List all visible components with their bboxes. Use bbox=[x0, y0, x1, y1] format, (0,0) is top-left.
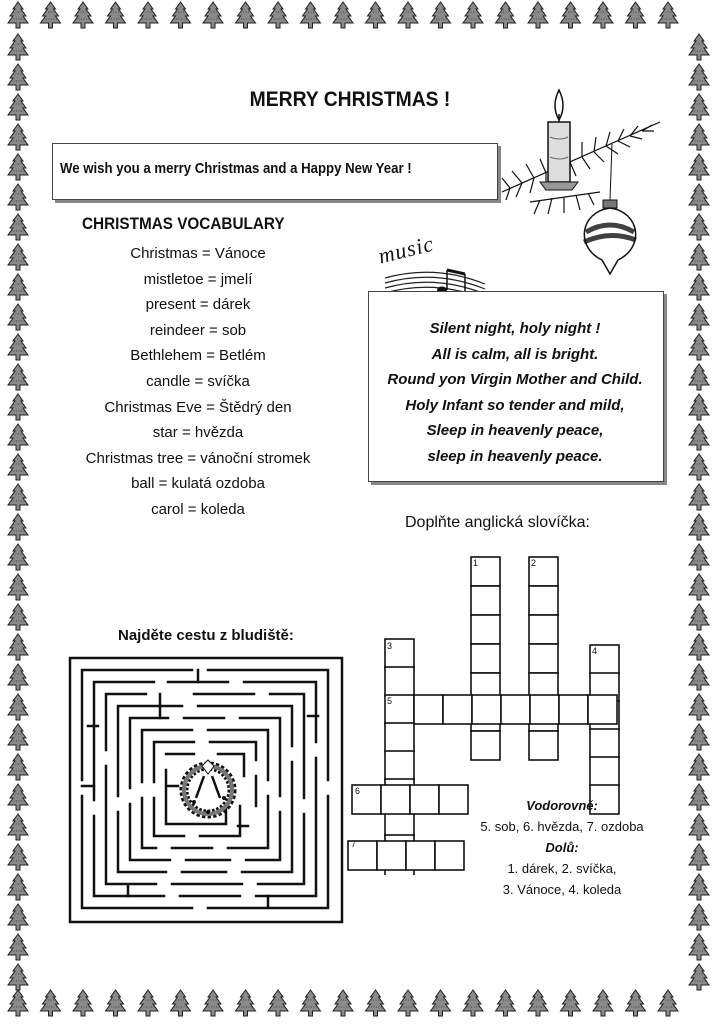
pine-branch bbox=[502, 122, 660, 214]
christmas-tree-icon bbox=[8, 154, 28, 180]
christmas-tree-icon bbox=[8, 990, 28, 1016]
vocabulary-item: candle = svíčka bbox=[146, 372, 250, 390]
vocabulary-item: Christmas Eve = Štědrý den bbox=[104, 398, 292, 416]
christmas-tree-icon bbox=[689, 454, 709, 480]
christmas-tree-icon bbox=[8, 574, 28, 600]
christmas-tree-icon bbox=[689, 874, 709, 900]
crossword-cell[interactable] bbox=[435, 841, 464, 870]
crossword-cell[interactable] bbox=[385, 751, 414, 780]
christmas-tree-icon bbox=[689, 934, 709, 960]
christmas-tree-icon bbox=[398, 2, 418, 28]
crossword-cell[interactable] bbox=[529, 644, 558, 673]
crossword-cell[interactable] bbox=[414, 695, 443, 724]
christmas-tree-icon bbox=[689, 964, 709, 990]
christmas-tree-icon bbox=[689, 514, 709, 540]
christmas-tree-icon bbox=[463, 990, 483, 1016]
down-clues-1: 1. dárek, 2. svíčka, bbox=[507, 861, 617, 876]
crossword-number: 7 bbox=[351, 839, 357, 849]
crossword-cell[interactable] bbox=[471, 731, 500, 760]
ornament-icon bbox=[584, 144, 636, 274]
christmas-tree-icon bbox=[171, 990, 191, 1016]
christmas-tree-icon bbox=[8, 544, 28, 570]
christmas-tree-icon bbox=[366, 2, 386, 28]
vocabulary-item: star = hvězda bbox=[152, 424, 244, 442]
christmas-tree-icon bbox=[8, 274, 28, 300]
christmas-tree-icon bbox=[8, 394, 28, 420]
crossword-cell[interactable] bbox=[529, 586, 558, 615]
crossword-cell[interactable] bbox=[471, 586, 500, 615]
christmas-tree-icon bbox=[8, 244, 28, 270]
crossword-cell[interactable] bbox=[529, 731, 558, 760]
christmas-tree-icon bbox=[8, 2, 28, 28]
vocabulary-item: Christmas = Vánoce bbox=[130, 245, 266, 262]
christmas-tree-icon bbox=[8, 934, 28, 960]
song-line: Sleep in heavenly peace, bbox=[426, 422, 604, 440]
crossword-cell[interactable] bbox=[377, 841, 406, 870]
down-clues-2: 3. Vánoce, 4. koleda bbox=[502, 882, 622, 897]
christmas-tree-icon bbox=[463, 2, 483, 28]
christmas-tree-icon bbox=[626, 2, 646, 28]
crossword-cell[interactable] bbox=[381, 785, 410, 814]
christmas-tree-icon bbox=[106, 2, 126, 28]
christmas-tree-icon bbox=[561, 990, 581, 1016]
christmas-tree-icon bbox=[8, 334, 28, 360]
page-title: MERRY CHRISTMAS ! bbox=[249, 88, 451, 111]
christmas-tree-icon bbox=[8, 964, 28, 990]
christmas-tree-icon bbox=[689, 544, 709, 570]
crossword-cell[interactable] bbox=[559, 695, 588, 724]
crossword-cell[interactable] bbox=[471, 615, 500, 644]
christmas-tree-icon bbox=[333, 990, 353, 1016]
crossword-cell[interactable] bbox=[410, 785, 439, 814]
christmas-tree-icon bbox=[73, 990, 93, 1016]
christmas-tree-icon bbox=[8, 634, 28, 660]
crossword-cell[interactable] bbox=[590, 757, 619, 786]
christmas-tree-icon bbox=[398, 990, 418, 1016]
christmas-tree-icon bbox=[689, 604, 709, 630]
christmas-tree-icon bbox=[689, 184, 709, 210]
crossword-number: 5 bbox=[387, 696, 393, 706]
christmas-tree-icon bbox=[689, 124, 709, 150]
christmas-tree-icon bbox=[689, 814, 709, 840]
christmas-tree-icon bbox=[8, 64, 28, 90]
vocabulary-item: Christmas tree = vánoční stromek bbox=[85, 449, 311, 467]
christmas-tree-icon bbox=[203, 990, 223, 1016]
christmas-tree-icon bbox=[8, 124, 28, 150]
wreath-icon bbox=[184, 760, 232, 814]
crossword-cell[interactable] bbox=[471, 644, 500, 673]
song-line: Round yon Virgin Mother and Child. bbox=[387, 371, 643, 389]
christmas-tree-icon bbox=[689, 364, 709, 390]
christmas-tree-icon bbox=[8, 784, 28, 810]
christmas-tree-icon bbox=[689, 784, 709, 810]
christmas-tree-icon bbox=[8, 94, 28, 120]
christmas-tree-icon bbox=[689, 94, 709, 120]
christmas-tree-icon bbox=[689, 484, 709, 510]
christmas-tree-icon bbox=[268, 990, 288, 1016]
christmas-tree-icon bbox=[8, 844, 28, 870]
christmas-tree-icon bbox=[8, 364, 28, 390]
candle-illustration bbox=[500, 82, 670, 282]
crossword-clues bbox=[462, 795, 662, 900]
christmas-tree-icon bbox=[8, 694, 28, 720]
christmas-tree-icon bbox=[138, 990, 158, 1016]
christmas-tree-icon bbox=[561, 2, 581, 28]
christmas-tree-icon bbox=[689, 334, 709, 360]
crossword-number: 1 bbox=[473, 558, 479, 568]
christmas-tree-icon bbox=[8, 724, 28, 750]
christmas-tree-icon bbox=[301, 2, 321, 28]
christmas-tree-icon bbox=[41, 990, 61, 1016]
christmas-tree-icon bbox=[431, 2, 451, 28]
christmas-tree-icon bbox=[8, 514, 28, 540]
christmas-tree-icon bbox=[689, 754, 709, 780]
christmas-tree-icon bbox=[171, 2, 191, 28]
christmas-tree-icon bbox=[8, 304, 28, 330]
crossword-cell[interactable] bbox=[443, 695, 472, 724]
music-word: music bbox=[375, 230, 437, 269]
christmas-tree-icon bbox=[236, 2, 256, 28]
christmas-tree-icon bbox=[689, 64, 709, 90]
christmas-tree-icon bbox=[301, 990, 321, 1016]
christmas-tree-icon bbox=[8, 424, 28, 450]
christmas-tree-icon bbox=[366, 990, 386, 1016]
christmas-tree-icon bbox=[689, 634, 709, 660]
christmas-tree-icon bbox=[689, 904, 709, 930]
vocabulary-item: mistletoe = jmelí bbox=[143, 270, 253, 288]
christmas-tree-icon bbox=[8, 34, 28, 60]
christmas-tree-icon bbox=[8, 904, 28, 930]
crossword-cell[interactable] bbox=[385, 667, 414, 696]
christmas-tree-icon bbox=[8, 484, 28, 510]
crossword-number: 6 bbox=[355, 786, 361, 796]
christmas-tree-icon bbox=[689, 574, 709, 600]
christmas-tree-icon bbox=[236, 990, 256, 1016]
down-label: Dolů: bbox=[545, 840, 579, 855]
christmas-tree-icon bbox=[73, 2, 93, 28]
christmas-tree-icon bbox=[8, 664, 28, 690]
christmas-tree-icon bbox=[528, 990, 548, 1016]
christmas-tree-icon bbox=[689, 664, 709, 690]
vocabulary-item: ball = kulatá ozdoba bbox=[131, 475, 265, 493]
crossword-cell[interactable] bbox=[588, 695, 617, 724]
maze-heading: Najděte cestu z bludiště: bbox=[118, 627, 294, 644]
crossword-number: 4 bbox=[592, 646, 598, 656]
christmas-tree-icon bbox=[689, 214, 709, 240]
across-clues: 5. sob, 6. hvězda, 7. ozdoba bbox=[480, 819, 644, 834]
crossword-cell[interactable] bbox=[590, 729, 619, 758]
vocabulary-list bbox=[60, 241, 336, 523]
christmas-tree-icon bbox=[689, 394, 709, 420]
christmas-tree-icon bbox=[593, 2, 613, 28]
song-line: sleep in heavenly peace. bbox=[427, 447, 603, 465]
crossword-cell[interactable] bbox=[472, 695, 501, 724]
crossword-cell[interactable] bbox=[385, 723, 414, 752]
vocabulary-item: present = dárek bbox=[145, 296, 251, 314]
crossword-cell[interactable] bbox=[529, 615, 558, 644]
crossword-heading: Doplňte anglická slovíčka: bbox=[405, 514, 590, 531]
christmas-tree-icon bbox=[528, 2, 548, 28]
christmas-tree-icon bbox=[8, 754, 28, 780]
christmas-tree-icon bbox=[689, 694, 709, 720]
christmas-tree-icon bbox=[689, 844, 709, 870]
vocabulary-item: reindeer = sob bbox=[149, 321, 247, 339]
christmas-tree-icon bbox=[8, 214, 28, 240]
christmas-tree-icon bbox=[8, 814, 28, 840]
christmas-tree-icon bbox=[41, 2, 61, 28]
vocabulary-item: carol = koleda bbox=[151, 500, 245, 518]
christmas-tree-icon bbox=[658, 2, 678, 28]
christmas-tree-icon bbox=[8, 874, 28, 900]
vocabulary-item: Bethlehem = Betlém bbox=[130, 347, 266, 365]
vocabulary-heading: CHRISTMAS VOCABULARY bbox=[82, 214, 285, 233]
christmas-tree-icon bbox=[8, 454, 28, 480]
christmas-tree-icon bbox=[496, 990, 516, 1016]
christmas-tree-icon bbox=[689, 424, 709, 450]
crossword-cell[interactable] bbox=[530, 695, 559, 724]
song-line: Silent night, holy night ! bbox=[429, 320, 601, 337]
song-lyrics bbox=[368, 316, 662, 470]
christmas-tree-icon bbox=[268, 2, 288, 28]
christmas-tree-icon bbox=[106, 990, 126, 1016]
christmas-tree-icon bbox=[138, 2, 158, 28]
christmas-tree-icon bbox=[689, 724, 709, 750]
christmas-tree-icon bbox=[626, 990, 646, 1016]
christmas-tree-icon bbox=[8, 184, 28, 210]
christmas-tree-icon bbox=[593, 990, 613, 1016]
wish-text: We wish you a merry Christmas and a Happy New Year ! bbox=[60, 160, 412, 177]
christmas-tree-icon bbox=[496, 2, 516, 28]
crossword-number: 3 bbox=[387, 641, 393, 651]
song-line: Holy Infant so tender and mild, bbox=[405, 396, 625, 414]
christmas-tree-icon bbox=[8, 604, 28, 630]
christmas-tree-icon bbox=[333, 2, 353, 28]
christmas-tree-icon bbox=[689, 274, 709, 300]
song-line: All is calm, all is bright. bbox=[431, 345, 599, 363]
christmas-tree-icon bbox=[689, 154, 709, 180]
crossword-cell[interactable] bbox=[501, 695, 530, 724]
crossword-number: 2 bbox=[531, 558, 537, 568]
christmas-tree-icon bbox=[431, 990, 451, 1016]
across-label: Vodorovně: bbox=[526, 798, 598, 813]
christmas-tree-icon bbox=[689, 34, 709, 60]
christmas-tree-icon bbox=[203, 2, 223, 28]
christmas-tree-icon bbox=[689, 304, 709, 330]
christmas-tree-icon bbox=[689, 244, 709, 270]
christmas-tree-icon bbox=[658, 990, 678, 1016]
maze bbox=[68, 656, 346, 926]
crossword-cell[interactable] bbox=[406, 841, 435, 870]
